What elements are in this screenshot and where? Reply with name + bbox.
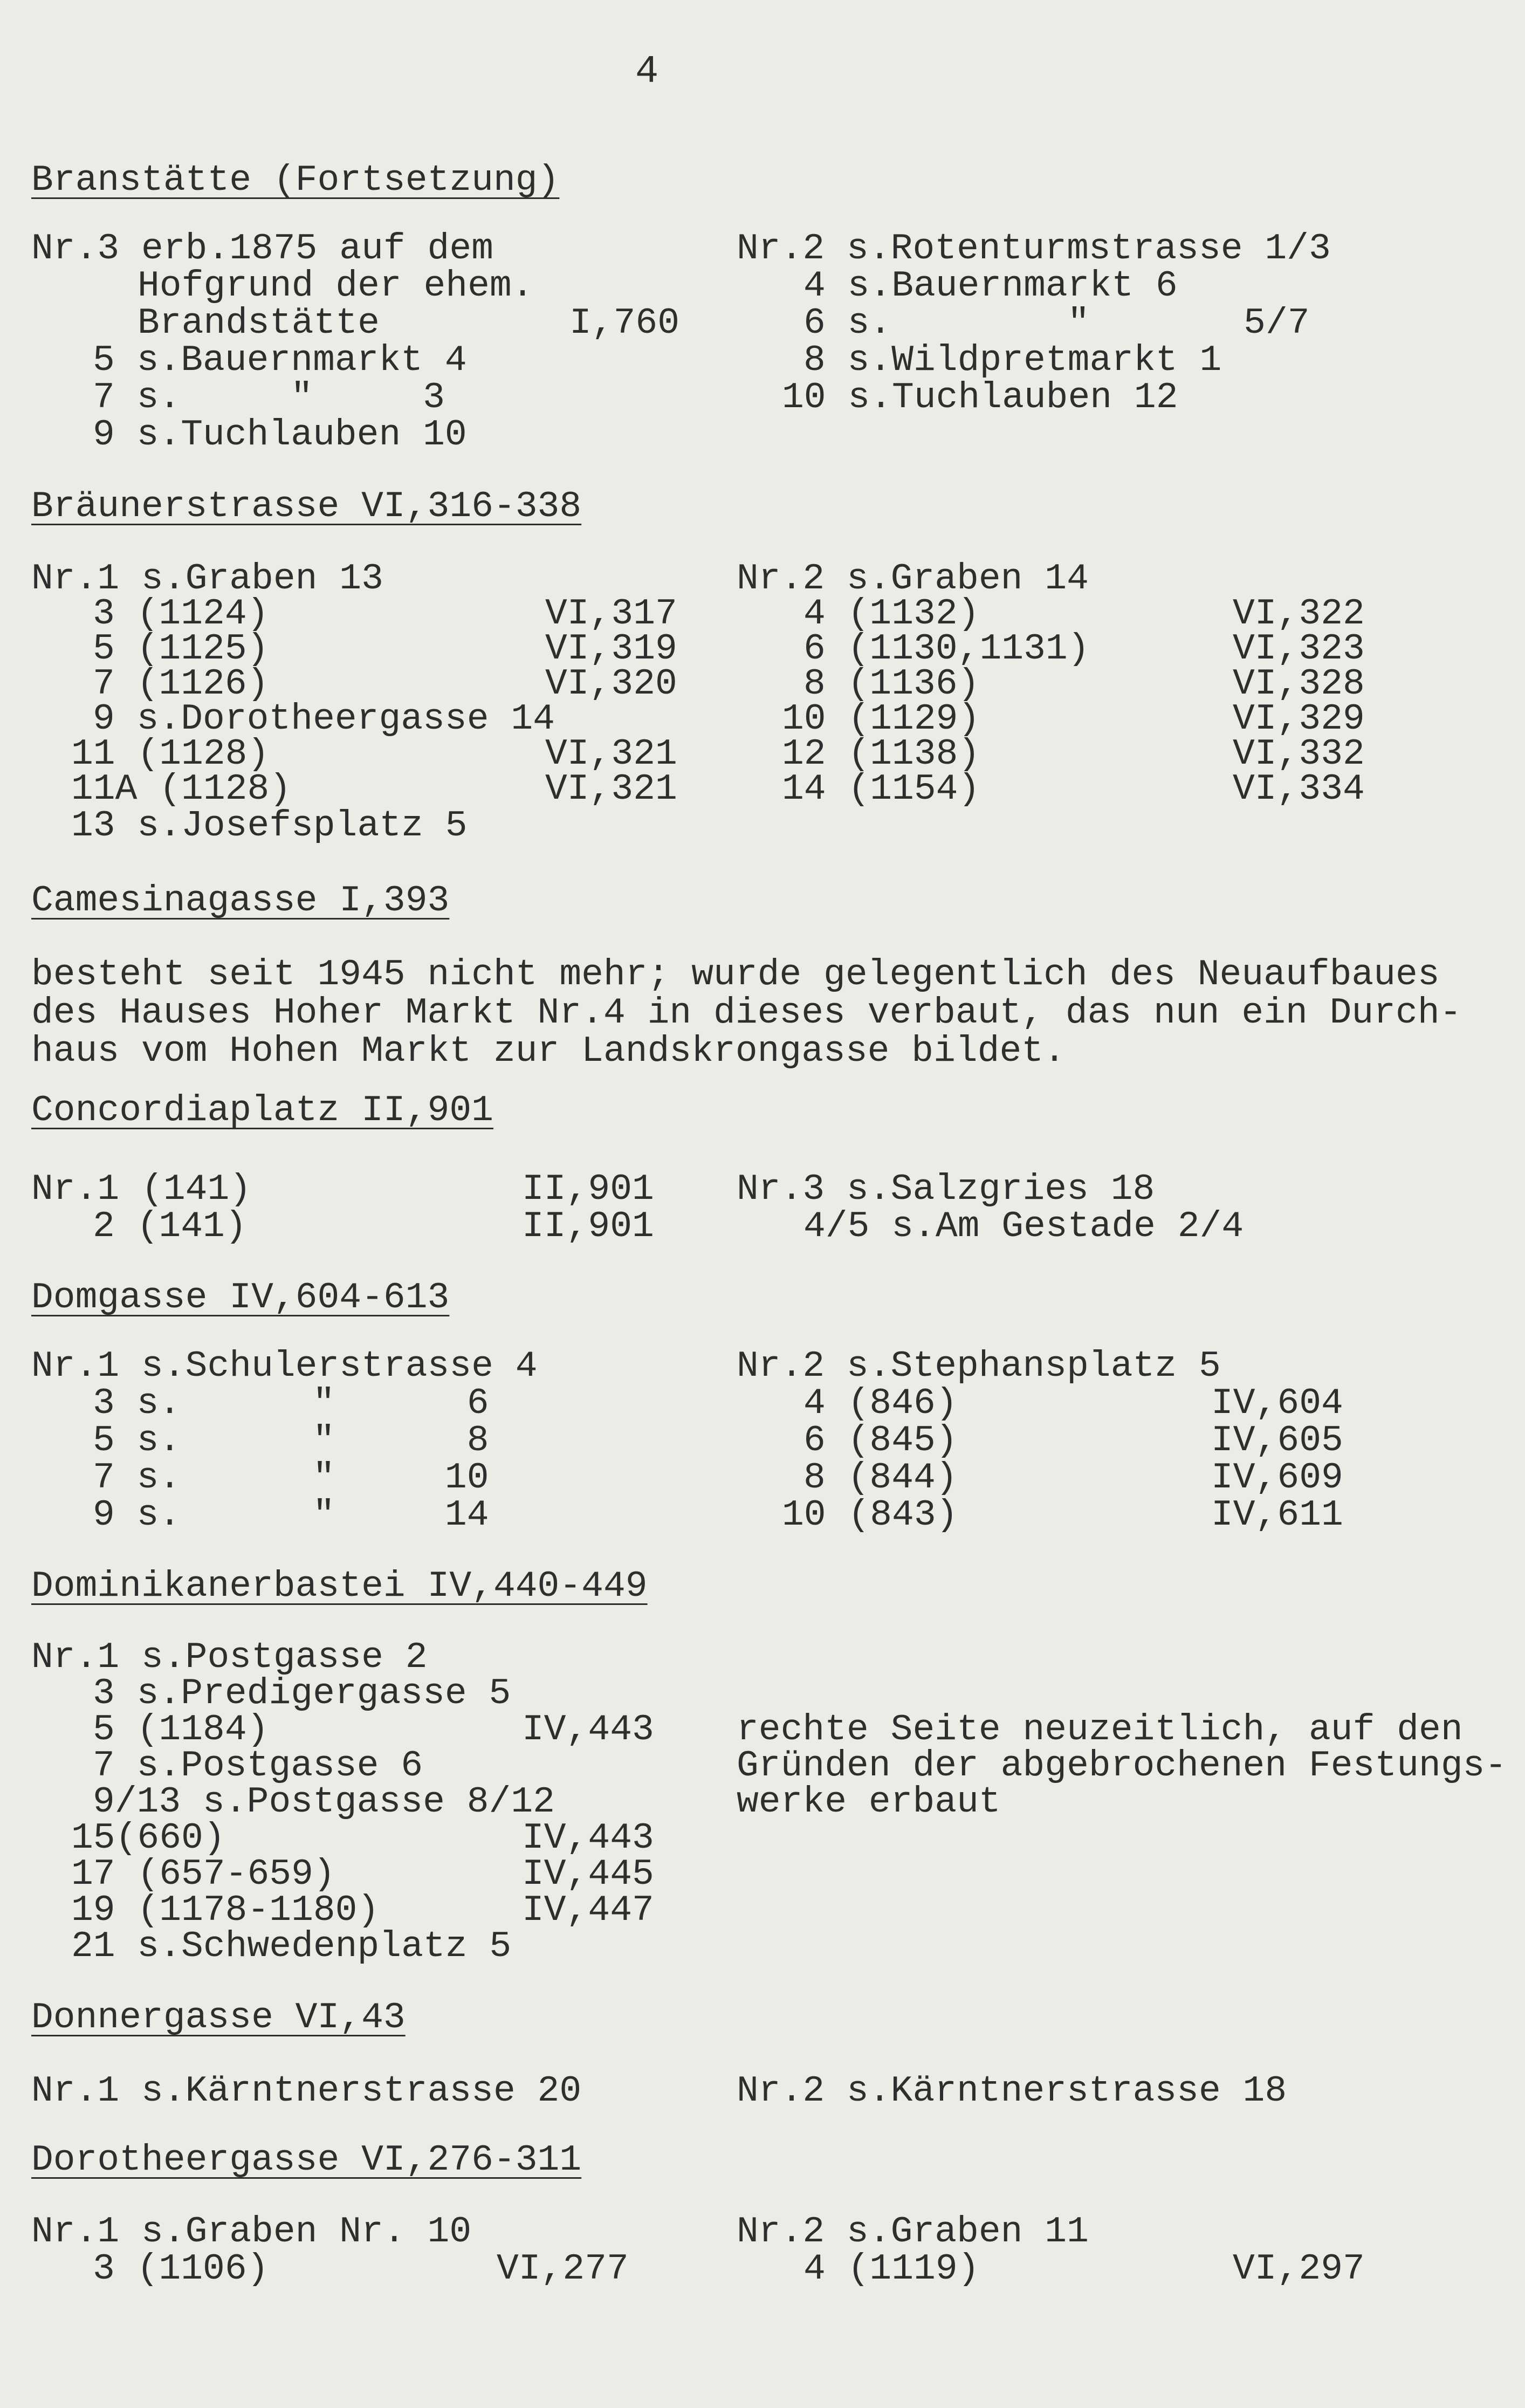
entry-line: 19 (1178-1180) <box>71 1890 380 1931</box>
entry-line: 9 s.Tuchlauben 10 <box>93 414 467 456</box>
entry-line: 7 s.Postgasse 6 <box>93 1745 423 1787</box>
volume-ref: VI,297 <box>1233 2248 1365 2290</box>
entry-line: 6 (845) <box>803 1420 958 1462</box>
heading-dorotheergasse: Dorotheergasse VI,276-311 <box>31 2139 582 2181</box>
entry-line: Brandstätte <box>138 303 380 344</box>
entry-line: 4 (1119) <box>803 2248 980 2290</box>
volume-ref: II,901 <box>522 1206 654 1247</box>
entry-line: 14 (1154) <box>782 769 980 810</box>
volume-ref: IV,604 <box>1211 1383 1343 1424</box>
entry-line: Nr.1 s.Postgasse 2 <box>31 1637 428 1678</box>
entry-line: Hofgrund der ehem. <box>138 265 534 307</box>
entry-line: Nr.3 s.Salzgries 18 <box>737 1169 1155 1210</box>
entry-line: Nr.1 s.Graben 13 <box>31 558 383 600</box>
entry-line: 3 (1106) <box>93 2248 269 2290</box>
entry-line: Nr.1 s.Schulerstrasse 4 <box>31 1346 538 1387</box>
entry-line: 4/5 s.Am Gestade 2/4 <box>803 1206 1244 1247</box>
volume-ref: VI,319 <box>545 628 677 670</box>
entry-line: 7 s. " 3 <box>93 377 445 419</box>
entry-line: 10 s.Tuchlauben 12 <box>782 377 1178 419</box>
entry-line: 13 s.Josefsplatz 5 <box>71 805 468 847</box>
entry-line: 7 (1126) <box>93 663 269 705</box>
entry-line: 5 (1184) <box>93 1709 269 1751</box>
volume-ref: VI,329 <box>1233 698 1365 740</box>
volume-ref: VI,277 <box>497 2248 629 2290</box>
entry-line: 8 (844) <box>803 1457 958 1499</box>
entry-line: Nr.3 erb.1875 auf dem <box>31 228 493 270</box>
entry-line: 9/13 s.Postgasse 8/12 <box>93 1781 555 1823</box>
paragraph-line: besteht seit 1945 nicht mehr; wurde gelegentlich des Neuaufbaues <box>31 954 1440 996</box>
note-line: werke erbaut <box>737 1781 1001 1823</box>
volume-ref: VI,334 <box>1233 769 1365 810</box>
entry-line: 9 s.Dorotheergasse 14 <box>93 698 555 740</box>
paragraph-line: des Hauses Hoher Markt Nr.4 in dieses verbaut, das nun ein Durch- <box>31 992 1462 1034</box>
heading-branstatte: Branstätte (Fortsetzung) <box>31 160 560 201</box>
volume-ref: VI,317 <box>545 593 677 635</box>
entry-line: 4 (1132) <box>803 593 980 635</box>
heading-camesinagasse: Camesinagasse I,393 <box>31 880 450 922</box>
volume-ref: IV,447 <box>522 1890 654 1931</box>
entry-line: 21 s.Schwedenplatz 5 <box>71 1926 512 1967</box>
entry-line: 10 (843) <box>782 1494 958 1536</box>
paragraph-line: haus vom Hohen Markt zur Landskrongasse bildet. <box>31 1031 1066 1072</box>
volume-ref: VI,321 <box>545 733 677 775</box>
entry-line: 3 s. " 6 <box>93 1383 489 1424</box>
volume-ref: II,901 <box>522 1169 654 1210</box>
volume-ref: IV,605 <box>1211 1420 1343 1462</box>
entry-line: 8 (1136) <box>803 663 980 705</box>
entry-line: 5 s.Bauernmarkt 4 <box>93 340 467 381</box>
entry-line: Nr.1 s.Graben Nr. 10 <box>31 2211 472 2253</box>
volume-ref: VI,320 <box>545 663 677 705</box>
volume-ref: VI,321 <box>545 769 677 810</box>
volume-ref: I,760 <box>569 303 680 344</box>
volume-ref: VI,332 <box>1233 733 1365 775</box>
entry-line: 17 (657-659) <box>71 1854 335 1895</box>
volume-ref: VI,328 <box>1233 663 1365 705</box>
entry-line: 12 (1138) <box>782 733 980 775</box>
volume-ref: IV,445 <box>522 1854 654 1895</box>
entry-line: 3 (1124) <box>93 593 269 635</box>
entry-line: 8 s.Wildpretmarkt 1 <box>803 340 1222 381</box>
volume-ref: IV,443 <box>522 1817 654 1859</box>
entry-line: 11A (1128) <box>71 769 292 810</box>
entry-line: 15(660) <box>71 1817 225 1859</box>
entry-line: 6 (1130,1131) <box>803 628 1090 670</box>
heading-donnergasse: Donnergasse VI,43 <box>31 1997 406 2039</box>
entry-line: 4 (846) <box>803 1383 958 1424</box>
entry-line: 9 s. " 14 <box>93 1494 489 1536</box>
entry-line: 7 s. " 10 <box>93 1457 489 1499</box>
note-line: Gründen der abgebrochenen Festungs- <box>737 1745 1507 1787</box>
entry-line: 10 (1129) <box>782 698 980 740</box>
note-line: rechte Seite neuzeitlich, auf den <box>737 1709 1463 1751</box>
entry-line: Nr.2 s.Kärntnerstrasse 18 <box>737 2070 1287 2112</box>
entry-line: Nr.2 s.Graben 14 <box>737 558 1089 600</box>
heading-domgasse: Domgasse IV,604-613 <box>31 1277 450 1319</box>
entry-line: Nr.2 s.Rotenturmstrasse 1/3 <box>737 228 1331 270</box>
entry-line: 6 s. " 5/7 <box>803 303 1310 344</box>
volume-ref: IV,443 <box>522 1709 654 1751</box>
entry-line: 3 s.Predigergasse 5 <box>93 1673 511 1714</box>
volume-ref: VI,323 <box>1233 628 1365 670</box>
volume-ref: IV,611 <box>1211 1494 1343 1536</box>
entry-line: 5 (1125) <box>93 628 269 670</box>
heading-dominikanerbastei: Dominikanerbastei IV,440-449 <box>31 1566 648 1607</box>
entry-line: Nr.1 (141) <box>31 1169 252 1210</box>
volume-ref: VI,322 <box>1233 593 1365 635</box>
entry-line: 11 (1128) <box>71 733 270 775</box>
volume-ref: IV,609 <box>1211 1457 1343 1499</box>
entry-line: Nr.1 s.Kärntnerstrasse 20 <box>31 2070 582 2112</box>
entry-line: 4 s.Bauernmarkt 6 <box>803 265 1178 307</box>
entry-line: Nr.2 s.Graben 11 <box>737 2211 1089 2253</box>
entry-line: 5 s. " 8 <box>93 1420 489 1462</box>
heading-braunerstrasse: Bräunerstrasse VI,316-338 <box>31 486 582 527</box>
page-number: 4 <box>635 50 659 94</box>
heading-concordiaplatz: Concordiaplatz II,901 <box>31 1090 493 1131</box>
entry-line: Nr.2 s.Stephansplatz 5 <box>737 1346 1221 1387</box>
entry-line: 2 (141) <box>93 1206 247 1247</box>
